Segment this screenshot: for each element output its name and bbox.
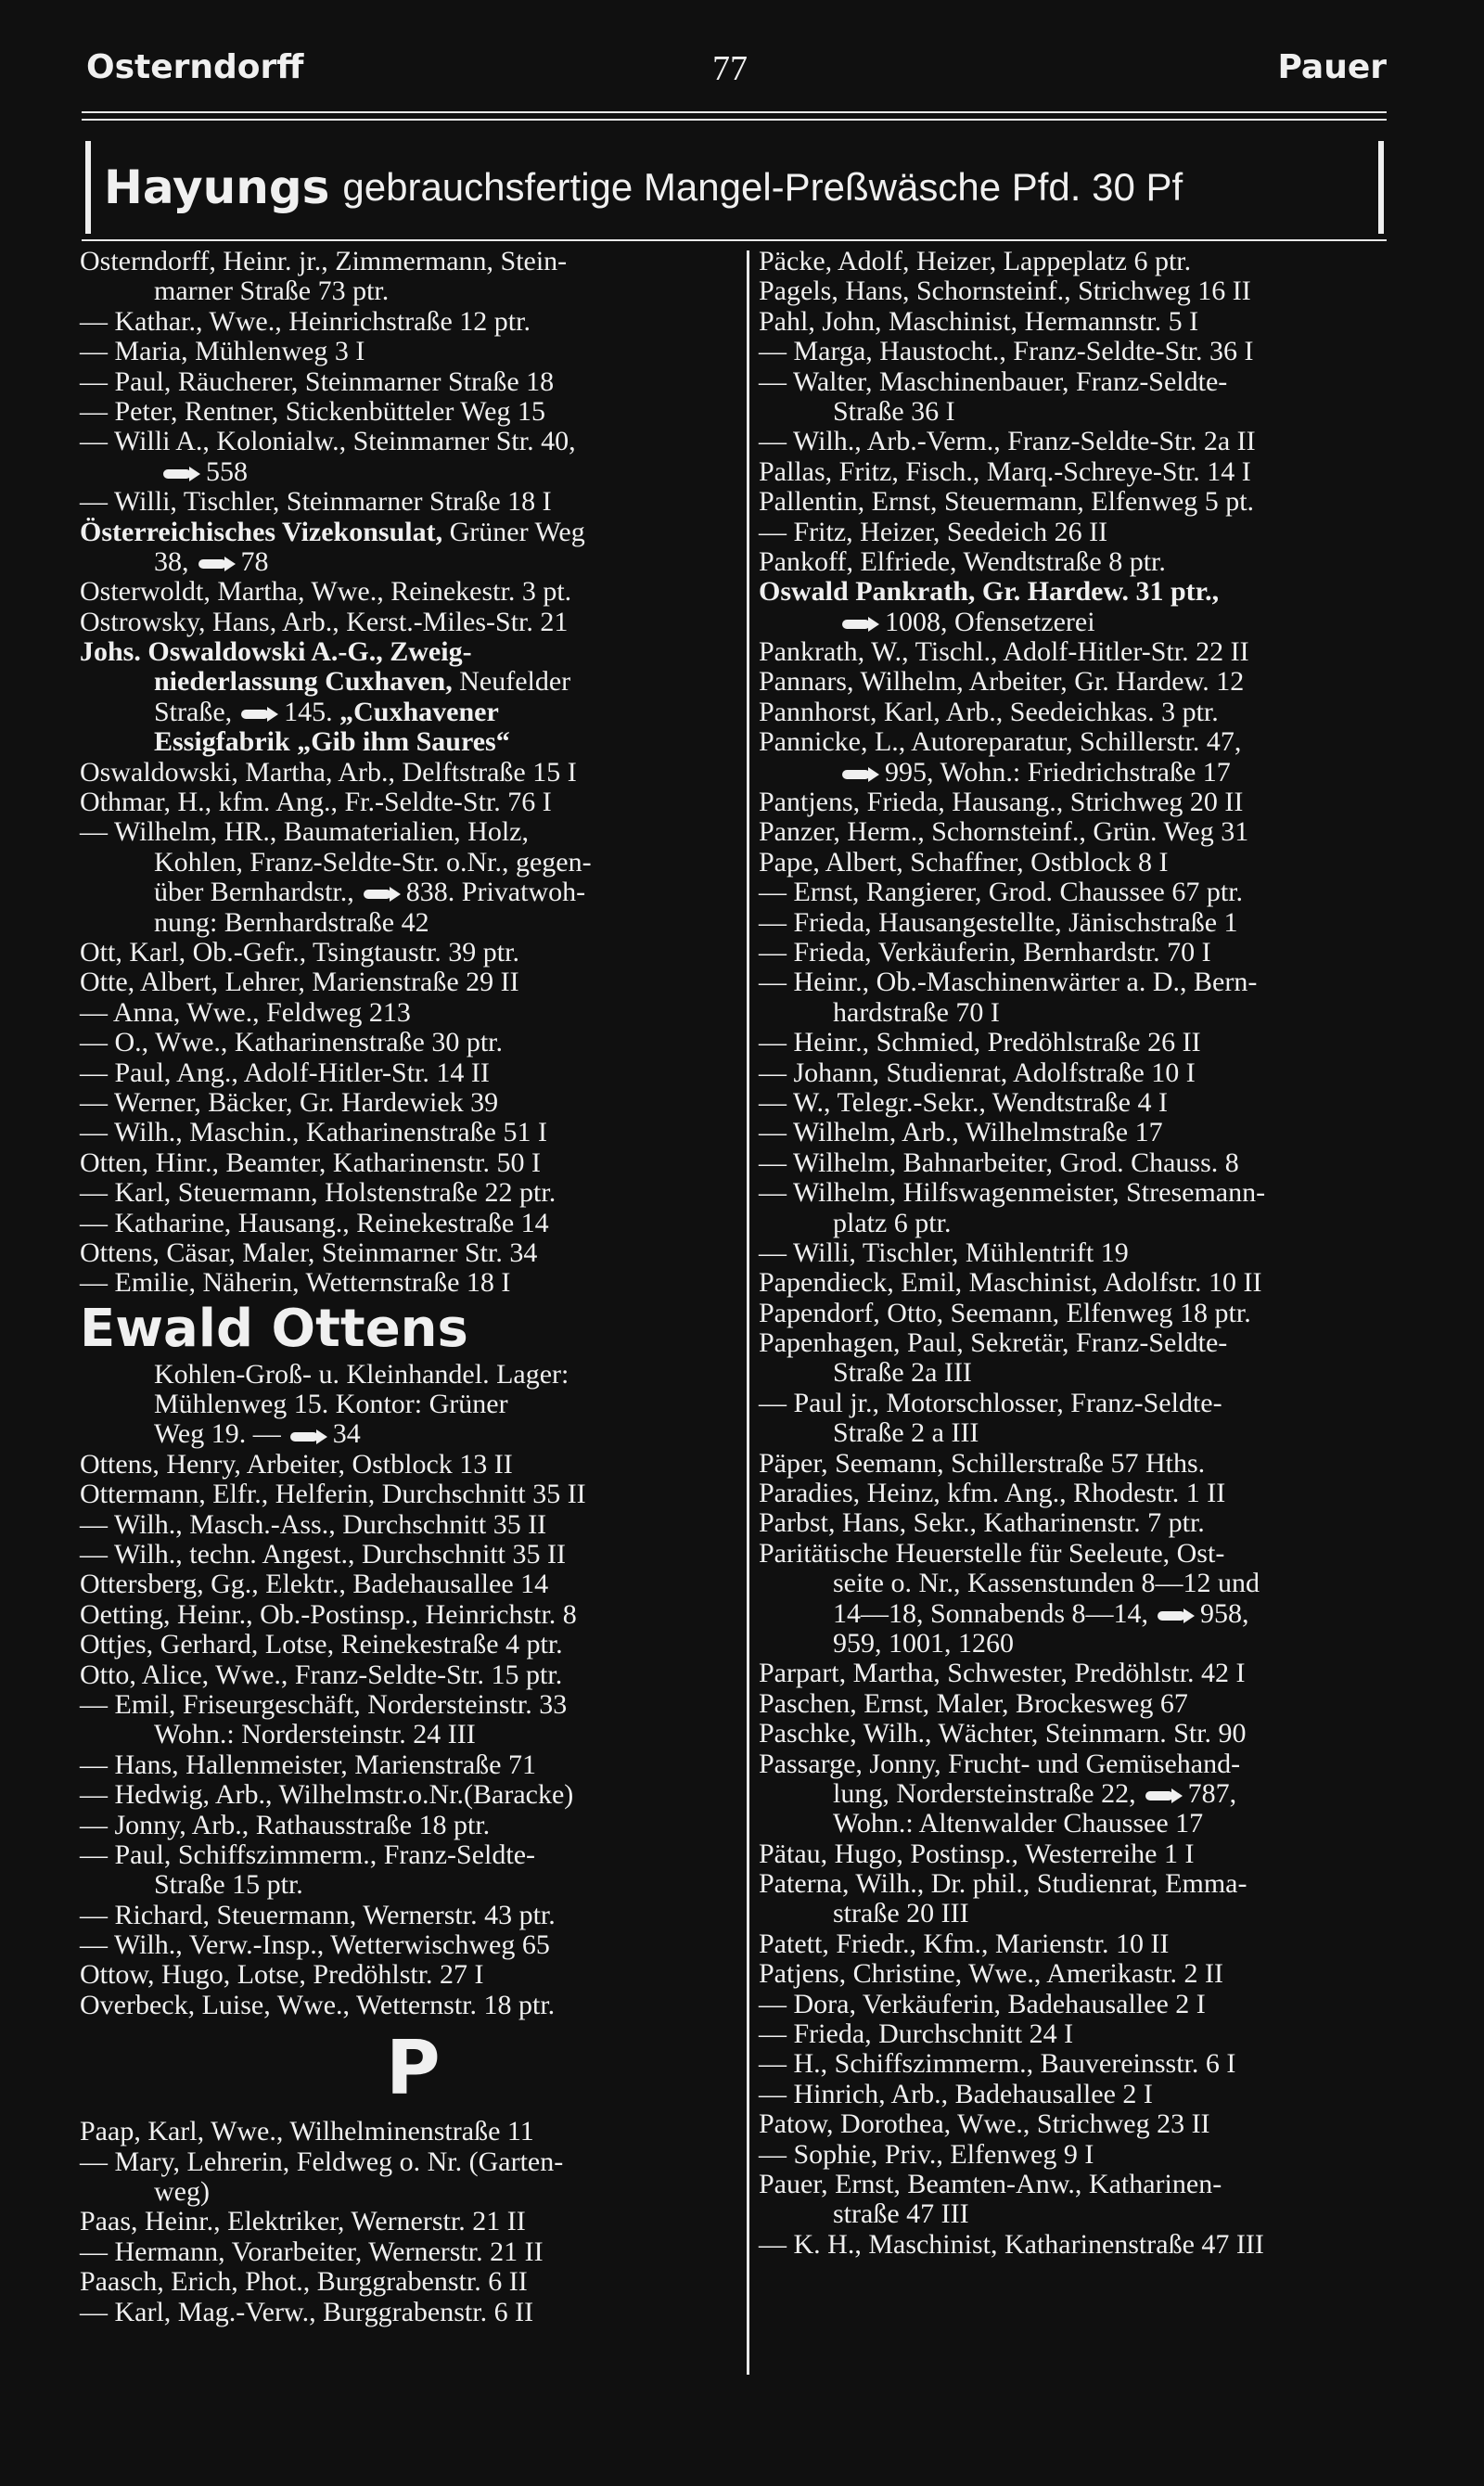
entry-line: — Emil, Friseurgeschäft, Nordersteinstr. 33 [80, 1688, 568, 1720]
entry-line [80, 698, 720, 727]
entry-line: — Wilhelm, Bahnarbeiter, Grod. Chauss. 8 [759, 1147, 1239, 1178]
entry-line: — Wilhelm, Hilfswagenmeister, Stresemann- [759, 1177, 1266, 1209]
entry-line: — Kathar., Wwe., Heinrichstraße 12 ptr. [80, 305, 531, 337]
entry-line: — K. H., Maschinist, Katharinenstraße 47 III [759, 2228, 1264, 2260]
entry-line [80, 1419, 720, 1449]
entry-line: Papenhagen, Paul, Sekretär, Franz-Seldte- [759, 1327, 1228, 1359]
entry-line: platz 6 ptr. [833, 1207, 952, 1238]
entry-line: seite o. Nr., Kassenstunden 8—12 und [833, 1568, 1260, 1599]
entry-name-bold: Österreichisches Vizekonsulat, [80, 516, 443, 547]
entry-line: Pauer, Ernst, Beamten-Anw., Katharinen- [759, 2169, 1222, 2199]
header-rule-top [82, 111, 1387, 113]
entry-line: Pankrath, W., Tischl., Adolf-Hitler-Str. 22 II [759, 636, 1249, 668]
phone-number: 995, Wohn.: Friedrichstraße 17 [885, 756, 1231, 788]
right-column [759, 247, 1408, 2260]
phone-number: 558 [206, 455, 248, 487]
entry-line: Pannhorst, Karl, Arb., Seedeichkas. 3 ptr. [759, 696, 1219, 727]
entry-line: Papendieck, Emil, Maschinist, Adolfstr. 10 II [759, 1267, 1262, 1299]
entry-line: Osterndorff, Heinr. jr., Zimmermann, Stein- [80, 246, 568, 276]
column-divider [747, 250, 749, 2375]
entry-line: Otten, Hinr., Beamter, Katharinenstr. 50 I [80, 1147, 542, 1178]
entry-line: Otte, Albert, Lehrer, Marienstraße 29 II [80, 967, 519, 998]
telephone-icon [237, 707, 278, 722]
entry-name-bold: Johs. Oswaldowski A.-G., [80, 636, 383, 668]
entry-line: Patow, Dorothea, Wwe., Strichweg 23 II [759, 2108, 1210, 2140]
entry-line: Panzer, Herm., Schornsteinf., Grün. Weg 31 [759, 816, 1249, 848]
phone-number: 787, [1187, 1777, 1237, 1809]
entry-line: — Katharine, Hausang., Reinekestraße 14 [80, 1207, 549, 1238]
entry-line [80, 457, 720, 487]
entry-line: Patett, Friedr., Kfm., Marienstr. 10 II [759, 1928, 1170, 1959]
advertisement-banner [85, 141, 1384, 234]
entry-line: — Karl, Mag.-Verw., Burggrabenstr. 6 II [80, 2296, 534, 2327]
entry-line: Parpart, Martha, Schwester, Predöhlstr. 42 I [759, 1658, 1246, 1689]
entry-line: — Wilhelm, Arb., Wilhelmstraße 17 [759, 1117, 1163, 1148]
telephone-icon [195, 557, 236, 571]
entry-line: Wohn.: Nordersteinstr. 24 III [154, 1719, 476, 1750]
entry-line: — Mary, Lehrerin, Feldweg o. Nr. (Garten- [80, 2146, 564, 2177]
entry-text: 14—18, Sonnabends 8—14, [833, 1597, 1148, 1629]
entry-line: — Willi A., Kolonialw., Steinmarner Str. 40, [80, 426, 576, 457]
entry-line: — Hinrich, Arb., Badehausallee 2 I [759, 2078, 1153, 2109]
entry-line: — Frieda, Verkäuferin, Bernhardstr. 70 I [759, 936, 1211, 967]
entry-line: Oetting, Heinr., Ob.-Postinsp., Heinrichstr. 8 [80, 1598, 577, 1630]
entry-line: — Ernst, Rangierer, Grod. Chaussee 67 ptr. [759, 877, 1244, 908]
entry-text: über Bernhardstr., [154, 877, 354, 908]
entry-line: Pallas, Fritz, Fisch., Marq.-Schreye-Str. 14 I [759, 455, 1251, 487]
entry-line: Patjens, Christine, Wwe., Amerikastr. 2 II [759, 1958, 1224, 1990]
entry-line: Ottens, Cäsar, Maler, Steinmarner Str. 34 [80, 1237, 538, 1268]
entry-line: — Emilie, Näherin, Wetternstraße 18 I [80, 1267, 511, 1299]
entry-text: Neufelder [459, 666, 571, 698]
phone-number: 145. [284, 696, 333, 727]
entry-line: — Dora, Verkäuferin, Badehausallee 2 I [759, 1988, 1206, 2019]
entry-line: Ottersberg, Gg., Elektr., Badehausallee 14 [80, 1569, 549, 1600]
entry-line: Papendorf, Otto, Seemann, Elfenweg 18 ptr. [759, 1297, 1251, 1328]
entry-line: Pannars, Wilhelm, Arbeiter, Gr. Hardew. 12 [759, 666, 1245, 698]
entry-line: Otto, Alice, Wwe., Franz-Seldte-Str. 15 ptr. [80, 1659, 563, 1690]
entry-line: Paritätische Heuerstelle für Seeleute, Ost- [759, 1537, 1225, 1569]
entry-line: Paschke, Wilh., Wächter, Steinmarn. Str. 90 [759, 1718, 1247, 1749]
entry-line: — Wilh., Maschin., Katharinenstraße 51 I [80, 1117, 547, 1148]
entry-line: — Heinr., Schmied, Predöhlstraße 26 II [759, 1027, 1201, 1058]
entry-line: Othmar, H., kfm. Ang., Fr.-Seldte-Str. 76 I [80, 787, 552, 818]
entry-line: — Paul, Schiffszimmerm., Franz-Seldte- [80, 1839, 536, 1870]
entry-line: Straße 2a III [833, 1357, 972, 1389]
entry-line: — Frieda, Hausangestellte, Jänischstraße 1 [759, 906, 1238, 938]
entry-line [80, 518, 720, 547]
entry-line: — Wilh., Arb.-Verm., Franz-Seldte-Str. 2a II [759, 426, 1256, 457]
entry-line: — Wilh., techn. Angest., Durchschnitt 35 II [80, 1539, 566, 1570]
entry-line: straße 20 III [833, 1898, 969, 1929]
entry-line: nung: Bernhardstraße 42 [154, 906, 429, 938]
entry-text-bold: „Cuxhavener [339, 696, 499, 727]
entry-line: 959, 1001, 1260 [833, 1627, 1014, 1659]
entry-line: — Peter, Rentner, Stickenbütteler Weg 15 [80, 395, 546, 427]
advertisement-heading: Ewald Ottens [80, 1298, 468, 1359]
entry-line: — Frieda, Durchschnitt 24 I [759, 2018, 1074, 2050]
entry-line: Pallentin, Ernst, Steuermann, Elfenweg 5 pt. [759, 486, 1255, 518]
entry-line: Paap, Karl, Wwe., Wilhelminenstraße 11 [80, 2116, 534, 2147]
entry-line: Paterna, Wilh., Dr. phil., Studienrat, Emma- [759, 1868, 1247, 1900]
entry-line: — H., Schiffszimmerm., Bauvereinsstr. 6 I [759, 2048, 1236, 2080]
entry-line: — Paul jr., Motorschlosser, Franz-Seldte- [759, 1387, 1222, 1418]
entry-text: Straße, [154, 696, 233, 727]
entry-line: — Wilhelm, HR., Baumaterialien, Holz, [80, 816, 529, 848]
entry-line: Parbst, Hans, Sekr., Katharinenstr. 7 ptr. [759, 1507, 1205, 1539]
phone-number: 958, [1200, 1597, 1249, 1629]
entry-line: Ottermann, Elfr., Helferin, Durchschnitt 35 II [80, 1479, 586, 1510]
header-right-keyword: Pauer [1277, 48, 1387, 86]
entry-line: Pätau, Hugo, Postinsp., Westerreihe 1 I [759, 1838, 1195, 1869]
entry-line: — Hans, Hallenmeister, Marienstraße 71 [80, 1749, 536, 1780]
entry-line: Ottens, Henry, Arbeiter, Ostblock 13 II [80, 1448, 513, 1480]
telephone-icon [838, 617, 879, 632]
entry-line: Osterwoldt, Martha, Wwe., Reinekestr. 3 pt. [80, 576, 572, 608]
entry-line: — Werner, Bäcker, Gr. Hardewiek 39 [80, 1086, 499, 1118]
entry-line [759, 608, 1408, 637]
phone-number: 78 [240, 545, 269, 577]
banner-brand: Hayungs [104, 160, 330, 214]
entry-line: — Johann, Studienrat, Adolfstraße 10 I [759, 1057, 1196, 1088]
entry-name-bold: Oswald Pankrath, [759, 576, 976, 608]
entry-line: Paasch, Erich, Phot., Burggrabenstr. 6 II [80, 2266, 528, 2298]
entry-text: lung, Nordersteinstraße 22, [833, 1777, 1136, 1809]
entry-line: — O., Wwe., Katharinenstraße 30 ptr. [80, 1027, 503, 1058]
entry-line: — Hermann, Vorarbeiter, Wernerstr. 21 II [80, 2236, 544, 2267]
section-letter: P [386, 2025, 441, 2112]
entry-line: Ottjes, Gerhard, Lotse, Reinekestraße 4 ptr. [80, 1629, 563, 1660]
header-rule-bottom [82, 119, 1387, 121]
entry-text: Grüner Weg [449, 516, 585, 547]
entry-line: Päcke, Adolf, Heizer, Lappeplatz 6 ptr. [759, 246, 1192, 276]
entry-line: Paas, Heinr., Elektriker, Wernerstr. 21 II [80, 2206, 526, 2237]
entry-line: Oswaldowski, Martha, Arb., Delftstraße 15 I [80, 756, 577, 788]
page-number: 77 [712, 49, 748, 88]
entry-line: Ostrowsky, Hans, Arb., Kerst.-Miles-Str. 21 [80, 606, 569, 637]
entry-line: — Willi, Tischler, Steinmarner Straße 18 I [80, 486, 552, 518]
entry-line: — W., Telegr.-Sekr., Wendtstraße 4 I [759, 1086, 1168, 1118]
entry-line: Paradies, Heinz, kfm. Ang., Rhodestr. 1 II [759, 1478, 1226, 1509]
entry-line: weg) [154, 2176, 210, 2208]
entry-line: hardstraße 70 I [833, 996, 1000, 1028]
entry-line: Straße 2 a III [833, 1417, 979, 1449]
entry-line: — Marga, Haustocht., Franz-Seldte-Str. 36 I [759, 336, 1254, 367]
entry-line: Kohlen, Franz-Seldte-Str. o.Nr., gegen- [154, 846, 592, 878]
entry-line [80, 637, 720, 667]
entry-line: Kohlen-Groß- u. Kleinhandel. Lager: [154, 1358, 569, 1390]
entry-text-bold: Gr. Hardew. 31 ptr., [981, 576, 1220, 608]
entry-line [759, 758, 1408, 788]
entry-line: — Richard, Steuermann, Wernerstr. 43 ptr. [80, 1899, 556, 1930]
phone-number: 838. Privatwoh- [405, 877, 586, 908]
entry-line: Mühlenweg 15. Kontor: Grüner [154, 1389, 508, 1420]
banner-rule [82, 239, 1387, 241]
entry-text: 38, [154, 545, 189, 577]
entry-line: Straße 15 ptr. [154, 1869, 303, 1901]
entry-line: marner Straße 73 ptr. [154, 276, 390, 307]
entry-line: Pahl, John, Maschinist, Hermannstr. 5 I [759, 305, 1199, 337]
entry-text: Weg 19. — [154, 1418, 281, 1450]
entry-line: Pannicke, L., Autoreparatur, Schillerstr. 47, [759, 726, 1242, 758]
phone-number: 1008, Ofensetzerei [885, 606, 1095, 637]
telephone-icon [838, 767, 879, 782]
entry-line: Pankoff, Elfriede, Wendtstraße 8 ptr. [759, 545, 1166, 577]
telephone-icon [1142, 1788, 1183, 1803]
entry-line: Wohn.: Altenwalder Chaussee 17 [833, 1808, 1204, 1839]
entry-line: Passarge, Jonny, Frucht- und Gemüsehand- [759, 1748, 1241, 1779]
entry-text-bold: niederlassung Cuxhaven, [154, 666, 453, 698]
entry-line [80, 667, 720, 697]
entry-line: Essigfabrik „Gib ihm Saures“ [154, 726, 510, 758]
entry-line: — Hedwig, Arb., Wilhelmstr.o.Nr.(Baracke) [80, 1779, 574, 1811]
entry-line [759, 1779, 1408, 1809]
entry-line: Pagels, Hans, Schornsteinf., Strichweg 16 II [759, 276, 1251, 307]
entry-line: — Willi, Tischler, Mühlentrift 19 [759, 1237, 1129, 1268]
entry-line: — Walter, Maschinenbauer, Franz-Seldte- [759, 365, 1228, 397]
telephone-icon [360, 887, 401, 902]
entry-line: — Paul, Ang., Adolf-Hitler-Str. 14 II [80, 1057, 490, 1088]
banner-slogan: gebrauchsfertige Mangel-Preßwäsche Pfd. 30 Pf [342, 165, 1183, 209]
entry-line: — Wilh., Verw.-Insp., Wetterwischweg 65 [80, 1929, 550, 1961]
entry-line [80, 878, 720, 907]
telephone-icon [1154, 1608, 1195, 1623]
phone-number: 34 [332, 1418, 361, 1450]
header-left-keyword: Osterndorff [86, 48, 304, 86]
entry-line: Paschen, Ernst, Maler, Brockesweg 67 [759, 1687, 1188, 1719]
entry-line: — Sophie, Priv., Elfenweg 9 I [759, 2138, 1094, 2170]
entry-line [80, 547, 720, 577]
left-column [80, 247, 720, 2327]
entry-line: — Paul, Räucherer, Steinmarner Straße 18 [80, 365, 555, 397]
entry-line: — Fritz, Heizer, Seedeich 26 II [759, 516, 1108, 547]
telephone-icon [160, 467, 200, 481]
entry-line: Ottow, Hugo, Lotse, Predöhlstr. 27 I [80, 1959, 484, 1991]
entry-line: Ott, Karl, Ob.-Gefr., Tsingtaustr. 39 ptr. [80, 936, 519, 967]
entry-line: — Karl, Steuermann, Holstenstraße 22 ptr. [80, 1177, 556, 1209]
entry-line: — Wilh., Masch.-Ass., Durchschnitt 35 II [80, 1508, 547, 1540]
entry-line: — Jonny, Arb., Rathausstraße 18 ptr. [80, 1809, 491, 1840]
entry-line: Päper, Seemann, Schillerstraße 57 Hths. [759, 1447, 1206, 1479]
telephone-icon [287, 1429, 327, 1444]
entry-line: Overbeck, Luise, Wwe., Wetternstr. 18 ptr. [80, 1989, 556, 2020]
entry-line: Pape, Albert, Schaffner, Ostblock 8 I [759, 846, 1169, 878]
entry-line: Straße 36 I [833, 395, 955, 427]
entry-line [759, 1599, 1408, 1629]
entry-line [759, 577, 1408, 607]
entry-line: — Anna, Wwe., Feldweg 213 [80, 996, 411, 1028]
entry-line: — Maria, Mühlenweg 3 I [80, 336, 365, 367]
entry-line: — Heinr., Ob.-Maschinenwärter a. D., Bern- [759, 967, 1258, 998]
entry-line: straße 47 III [833, 2198, 969, 2230]
entry-text: Zweig- [390, 636, 472, 668]
entry-line: Pantjens, Frieda, Hausang., Strichweg 20 II [759, 787, 1244, 818]
